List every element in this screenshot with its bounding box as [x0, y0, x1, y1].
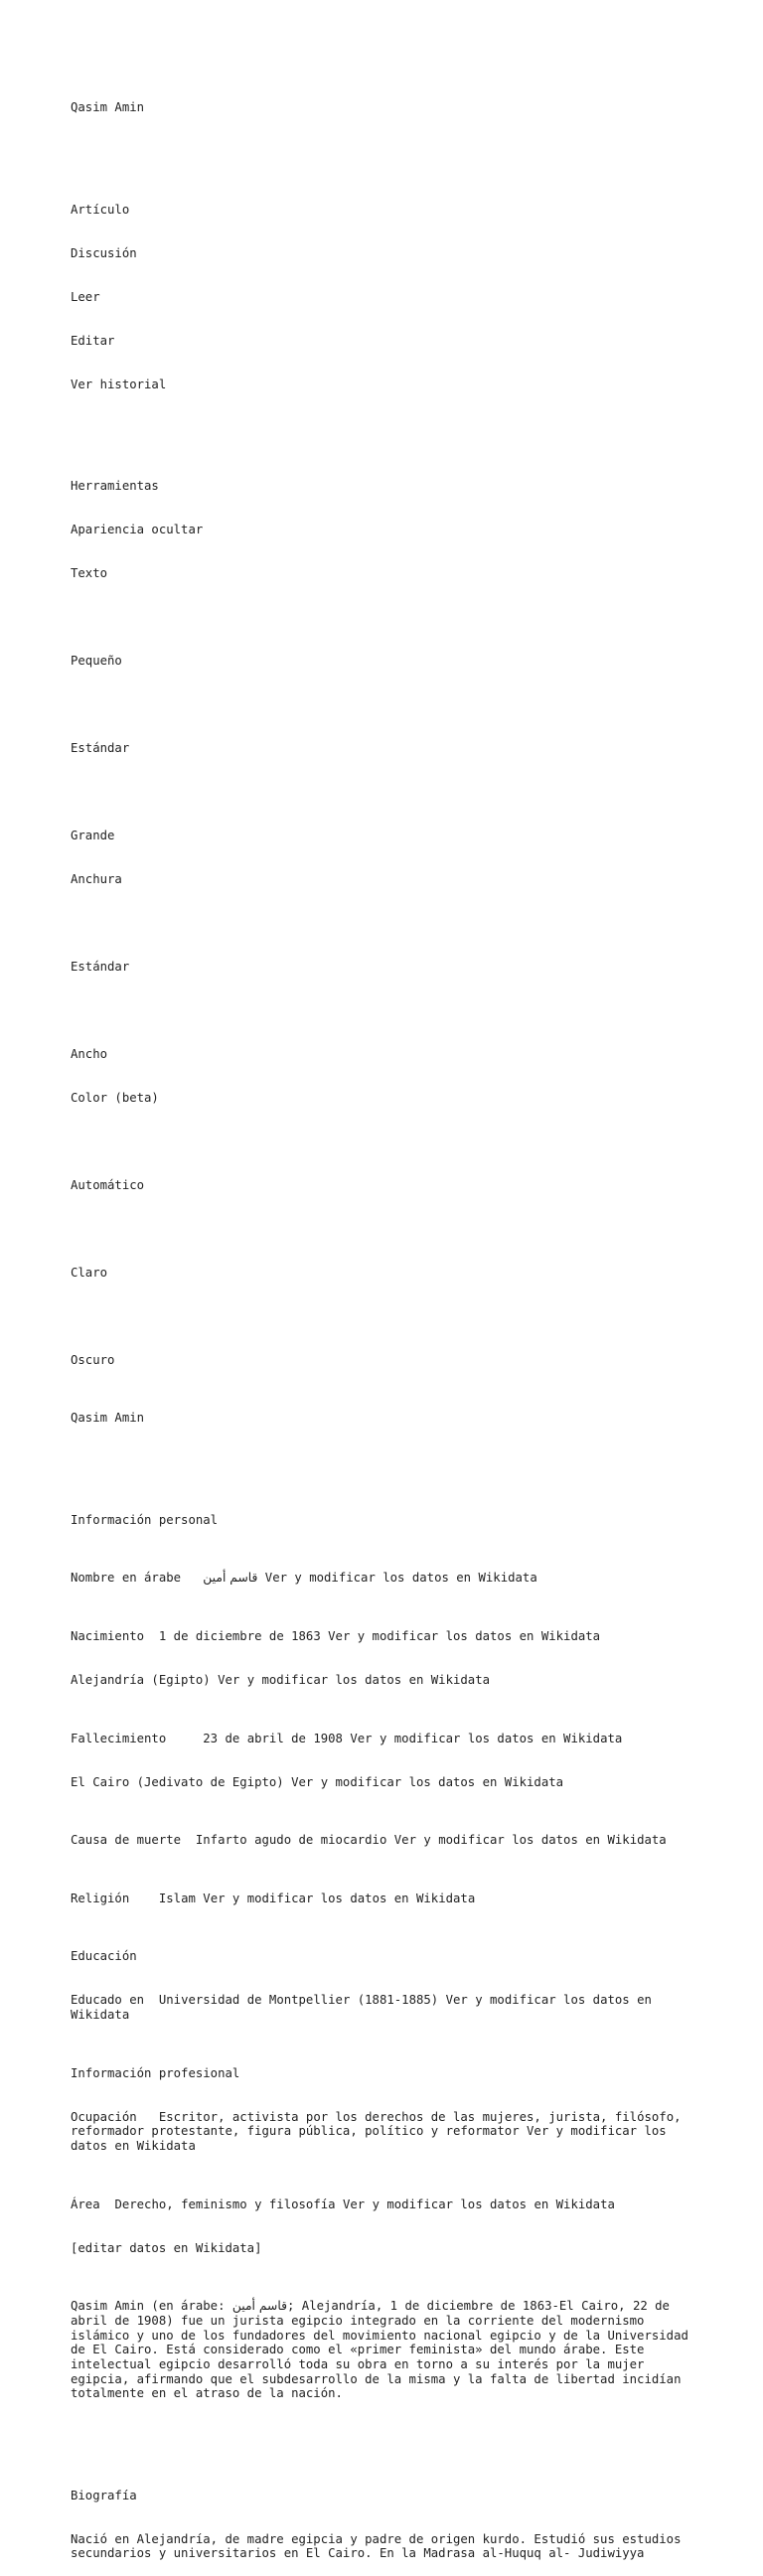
wikidata-link[interactable]: Ver y modificar los datos en Wikidata — [264, 1571, 537, 1586]
infobox-row-nacimiento — [71, 1629, 696, 1644]
infobox-row-religion — [71, 1892, 696, 1906]
texto-option-pequeno[interactable]: Pequeño — [71, 654, 122, 669]
intro-arabic: قاسم أمين — [231, 2299, 287, 2314]
anchura-option-ancho[interactable]: Ancho — [71, 1046, 108, 1061]
spacer — [71, 697, 696, 712]
infobox-row-fallecimiento — [71, 1732, 696, 1746]
biografia-paragraph: Nació en Alejandría, de madre egipcia y padre de origen kurdo. Estudió sus estudios secundarios y universitarios en El Cairo. En la Madrasa al-Huquq al- Judiwiyya — [71, 2531, 688, 2561]
infobox-row-area — [71, 2197, 696, 2212]
texto-option-estandar[interactable]: Estándar — [71, 741, 130, 756]
religion-value[interactable]: Islam — [158, 1891, 196, 1905]
herramientas-menu[interactable]: Herramientas — [71, 479, 159, 494]
intro-rest: ; Alejandría, 1 de diciembre de 1863-El Cairo, 22 de abril de 1908) fue un jurista egipcio integrado en la corriente del modernismo islámico y uno de los fundadores del movimiento nacional egipcio y de la Universidad de El Cairo. Está considerado como el «primer feminista» del mundo árabe. Este intelectual egipcio desarrolló toda su obra en torno a su interés por la mujer egipcia, afirmando que el subdesarrollo de la misma y la falta de libertad incidían totalmente en el atraso de la nación. — [71, 2299, 696, 2401]
infobox-row-causa — [71, 1833, 696, 1848]
area-label: Área — [71, 2197, 100, 2211]
spacer — [71, 785, 696, 800]
anchura-option-estandar[interactable]: Estándar — [71, 959, 130, 974]
tab-discusion[interactable]: Discusión — [71, 245, 137, 260]
section-heading-biografia: Biografía — [71, 2488, 137, 2502]
wikidata-link[interactable]: Ver y modificar los datos en Wikidata — [203, 1891, 476, 1905]
spacer — [71, 421, 696, 436]
color-label: Color (beta) — [71, 1090, 159, 1105]
tab-leer[interactable]: Leer — [71, 289, 100, 304]
tab-editar[interactable]: Editar — [71, 333, 115, 348]
nombre-label: Nombre en árabe — [71, 1571, 182, 1586]
spacer — [71, 1135, 696, 1149]
wikidata-link[interactable]: Ver y modificar los datos en Wikidata — [342, 2197, 615, 2211]
ocupacion-value[interactable]: Escritor, activista por los derechos de las mujeres, jurista, filósofo, reformador protestante, figura pública, político y reformator — [71, 2109, 688, 2139]
color-option-automatico[interactable]: Automático — [71, 1177, 145, 1192]
infobox-title: Qasim Amin — [71, 1411, 145, 1426]
infobox-educacion-heading: Educación — [71, 1949, 137, 1964]
causa-label: Causa de muerte — [71, 1833, 182, 1848]
intro-lead: Qasim Amin (en árabe: — [71, 2299, 232, 2314]
infobox-profesional-heading: Información profesional — [71, 2065, 240, 2080]
tab-articulo[interactable]: Artículo — [71, 202, 130, 217]
wikidata-link[interactable]: Ver y modificar los datos en Wikidata — [71, 2124, 675, 2154]
fallecimiento-label: Fallecimiento — [71, 1731, 167, 1745]
infobox-row-fallecimiento-place — [71, 1775, 696, 1790]
spacer — [71, 2430, 696, 2445]
spacer — [71, 610, 696, 625]
infobox-row-nacimiento-place — [71, 1673, 696, 1688]
anchura-label: Anchura — [71, 872, 122, 887]
nombre-arabic: قاسم أمين — [203, 1571, 258, 1586]
infobox-personal-heading: Información personal — [71, 1512, 219, 1527]
texto-label: Texto — [71, 566, 108, 581]
editar-wikidata-link[interactable]: [editar datos en Wikidata] — [71, 2240, 262, 2255]
nacimiento-date[interactable]: 1 de diciembre de 1863 — [158, 1629, 321, 1644]
color-option-claro[interactable]: Claro — [71, 1265, 108, 1280]
texto-option-grande[interactable]: Grande — [71, 829, 115, 843]
area-value[interactable]: Derecho, feminismo y filosofía — [114, 2197, 336, 2211]
fallecimiento-date[interactable]: 23 de abril de 1908 — [203, 1731, 343, 1745]
causa-value[interactable]: Infarto agudo de miocardio — [195, 1833, 387, 1848]
wikidata-link[interactable]: Ver y modificar los datos en Wikidata — [71, 1993, 660, 2023]
wikidata-link[interactable]: Ver y modificar los datos en Wikidata — [328, 1629, 601, 1644]
document-body — [71, 72, 696, 2576]
intro-paragraph — [71, 2299, 696, 2401]
nacimiento-label: Nacimiento — [71, 1629, 145, 1644]
wikidata-link[interactable]: Ver y modificar los datos en Wikidata — [350, 1731, 623, 1745]
wikidata-link[interactable]: Ver y modificar los datos en Wikidata — [218, 1673, 491, 1688]
educado-value[interactable]: Universidad de Montpellier (1881-1885) — [158, 1993, 439, 2008]
color-option-oscuro[interactable]: Oscuro — [71, 1352, 115, 1367]
apariencia-toggle[interactable]: Apariencia ocultar — [71, 523, 204, 537]
page-title: Qasim Amin — [71, 100, 145, 115]
spacer — [71, 144, 696, 159]
ocupacion-label: Ocupación — [71, 2109, 137, 2124]
infobox-row-ocupacion — [71, 2110, 696, 2154]
wikidata-link[interactable]: Ver y modificar los datos en Wikidata — [393, 1833, 667, 1848]
tab-ver-historial[interactable]: Ver historial — [71, 377, 167, 391]
spacer — [71, 1309, 696, 1324]
nacimiento-place[interactable]: Alejandría (Egipto) — [71, 1673, 211, 1688]
spacer — [71, 1222, 696, 1237]
educado-label: Educado en — [71, 1993, 145, 2008]
infobox-row-nombre — [71, 1571, 696, 1586]
spacer — [71, 1003, 696, 1018]
religion-label: Religión — [71, 1891, 130, 1905]
wikidata-link[interactable]: Ver y modificar los datos en Wikidata — [291, 1774, 564, 1789]
infobox-row-educado — [71, 1993, 696, 2022]
spacer — [71, 916, 696, 931]
spacer — [71, 1454, 696, 1469]
fallecimiento-place[interactable]: El Cairo (Jedivato de Egipto) — [71, 1774, 284, 1789]
